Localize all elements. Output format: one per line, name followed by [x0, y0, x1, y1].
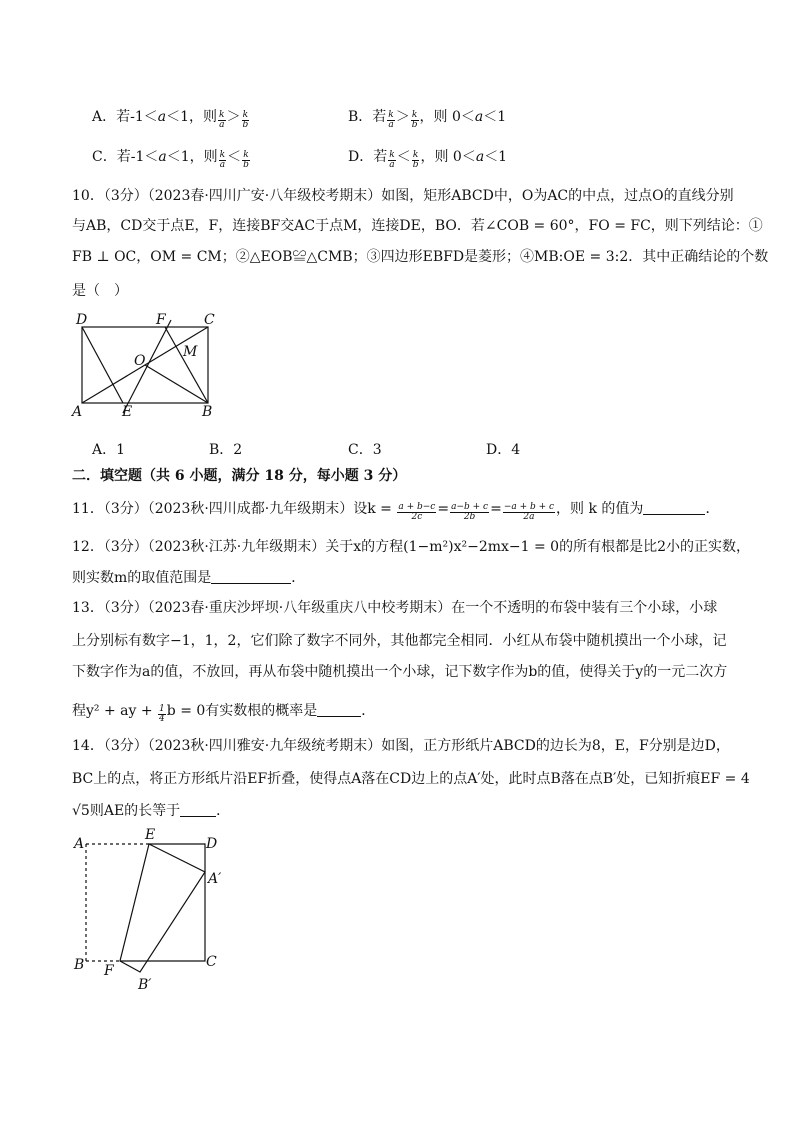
label-b: B	[74, 957, 85, 973]
q10-option-b: B．2	[209, 442, 243, 458]
section-heading: 二．填空题（共 6 小题，满分 18 分，每小题 3 分）	[72, 468, 407, 484]
fraction-k-a: $\frac{k}{a}$	[389, 150, 395, 170]
q14-square-fold-figure	[66, 825, 236, 1000]
q9-option-b: B．若 $\frac{k}{a}$ ＞ $\frac{k}{b}$ ，则 0＜a＜1	[348, 109, 507, 130]
fraction-k-b: $\frac{k}{b}$	[411, 110, 418, 130]
q14-line-3: √5则AE的长等于 ．	[72, 803, 231, 819]
q10-rectangle-figure	[70, 308, 230, 428]
q11-line: 11．（3分）（2023秋·四川成都·九年级期末）设k = $\frac{a + b-c}{2c}$ = $\frac{a-b + c}{2b}$ = $\frac{-a + b + c}{2a}$ ，则 k 的值为 ．	[72, 501, 720, 522]
q10-line-4: 是（ ）	[72, 283, 128, 299]
fraction-1: $\frac{a + b-c}{2c}$	[398, 502, 436, 522]
label-c: C	[206, 954, 217, 970]
segment-bf	[165, 327, 208, 403]
fraction-k-b: $\frac{k}{b}$	[412, 150, 419, 170]
q13-line-2: 上分别标有数字−1，1，2，它们除了数字不同外，其他都完全相同．小红从布袋中随机摸出一个小球，记	[72, 633, 727, 649]
segment-de	[82, 327, 123, 403]
folded-flap	[120, 844, 205, 972]
q9-option-a: A．若-1＜a＜1，则 $\frac{k}{a}$ ＞ $\frac{k}{b}$	[92, 109, 249, 130]
q12-line-2: 则实数m的取值范围是 ．	[72, 570, 306, 586]
q14-line-1: 14．（3分）（2023秋·四川雅安·九年级统考期末）如图，正方形纸片ABCD的边长为8，E，F分别是边D，	[72, 738, 730, 754]
label-d: D	[206, 836, 218, 852]
q9-option-c: C．若-1＜a＜1，则 $\frac{k}{a}$ ＜ $\frac{k}{b}$	[92, 149, 249, 170]
label-a-prime: A′	[208, 871, 222, 887]
answer-blank-q13	[317, 702, 361, 717]
q13-line-3: 下数字作为a的值，不放回，再从布袋中随机摸出一个小球，记下数字作为b的值，使得关于y的一元二次方	[72, 664, 728, 680]
q10-option-c: C．3	[348, 442, 382, 458]
label-d: D	[76, 312, 88, 328]
q10-line-3: FB ⊥ OC，OM = CM；②△EOB≌△CMB；③四边形EBFD是菱形；④MB:OE = 3:2．其中正确结论的个数	[72, 249, 769, 265]
fraction-k-a: $\frac{k}{a}$	[388, 110, 394, 130]
q12-line-1: 12．（3分）（2023秋·江苏·九年级期末）关于x的方程(1−m²)x²−2mx−1 = 0的所有根都是比2小的正实数，	[72, 539, 750, 555]
q10-option-d: D．4	[486, 442, 521, 458]
label-b-prime: B′	[138, 977, 152, 993]
q13-line-4: 程y² + ay + $\frac{1}{4}$ b = 0有实数根的概率是 ．	[72, 703, 376, 724]
label-f: F	[104, 963, 114, 979]
fraction-k-a: $\frac{k}{a}$	[219, 110, 225, 130]
label-f: F	[156, 312, 166, 328]
answer-blank-q12	[211, 569, 291, 584]
fraction-one-quarter: $\frac{1}{4}$	[159, 704, 165, 724]
q13-line-1: 13．（3分）（2023春·重庆沙坪坝·八年级重庆八中校考期末）在一个不透明的布袋中装有三个小球，小球	[72, 600, 718, 616]
label-b: B	[202, 404, 213, 420]
label-o: O	[134, 353, 146, 369]
segment-bo	[145, 365, 208, 403]
answer-blank-q14	[180, 802, 216, 817]
q14-line-2: BC上的点，将正方形纸片沿EF折叠，使得点A落在CD边上的点A′处，此时点B落在点B′处，已知折痕EF = 4	[72, 771, 750, 787]
fraction-k-a: $\frac{k}{a}$	[219, 150, 226, 170]
answer-blank-q11	[643, 500, 705, 515]
label-e: E	[145, 827, 156, 843]
label-m: M	[183, 344, 198, 360]
label-e: E	[122, 404, 133, 420]
q10-line-1: 10．（3分）（2023春·四川广安·八年级校考期末）如图，矩形ABCD中，O为AC的中点，过点O的直线分别	[72, 188, 734, 204]
label-a: A	[72, 404, 83, 420]
fraction-k-b: $\frac{k}{b}$	[242, 110, 249, 130]
fraction-3: $\frac{-a + b + c}{2a}$	[503, 502, 555, 522]
label-c: C	[204, 312, 215, 328]
label-a: A	[74, 836, 85, 852]
square-remaining-edges	[120, 844, 205, 961]
q10-option-a: A．1	[92, 442, 126, 458]
q9-option-d: D．若 $\frac{k}{a}$ ＜ $\frac{k}{b}$ ，则 0＜a＜1	[348, 149, 508, 170]
fraction-2: $\frac{a-b + c}{2b}$	[451, 502, 489, 522]
fraction-k-b: $\frac{k}{b}$	[243, 150, 249, 170]
q10-line-2: 与AB，CD交于点E，F，连接BF交AC于点M，连接DE，BO．若∠COB = 60°，FO = FC，则下列结论：①	[72, 218, 763, 234]
